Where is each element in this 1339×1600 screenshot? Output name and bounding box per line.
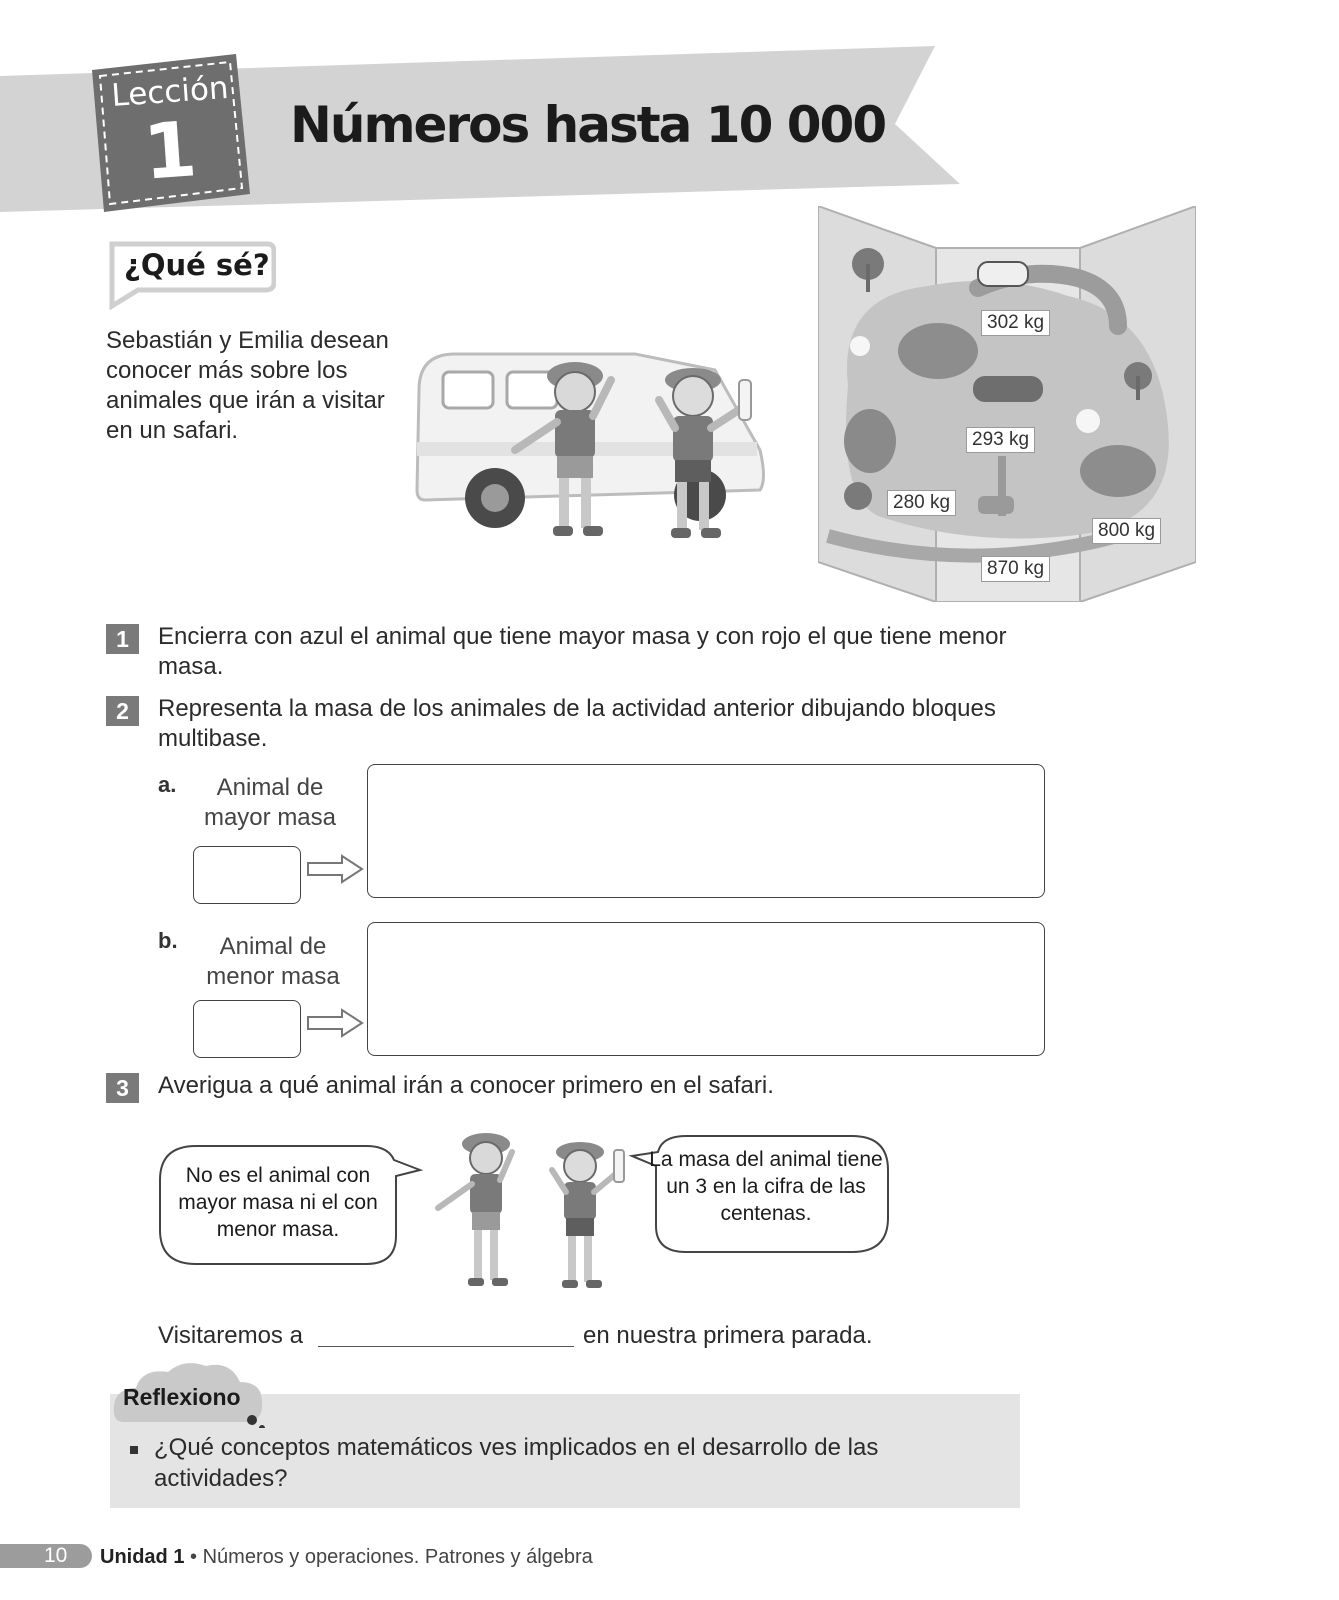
reflexiono-label: Reflexiono xyxy=(123,1384,241,1410)
activity-3-number: 3 xyxy=(106,1073,139,1103)
left-bubble-text: No es el animal con mayor masa ni el con menor masa. xyxy=(178,1164,378,1241)
mass-label-lion: 280 kg xyxy=(887,490,956,516)
page-number: 10 xyxy=(44,1544,68,1567)
reflexiono-question: ¿Qué conceptos matemáticos ves implicados en el desarrollo de las actividades? xyxy=(154,1434,879,1492)
mass-label-tiger: 293 kg xyxy=(966,427,1035,453)
mass-label-giraffe: 870 kg xyxy=(981,556,1050,582)
answer-blank[interactable] xyxy=(318,1346,574,1347)
right-bubble-text: La masa del animal tiene un 3 en la cifra de las centenas. xyxy=(649,1148,883,1225)
mass-label-hippo: 800 kg xyxy=(1092,518,1161,544)
sub-item-b-letter: b. xyxy=(158,928,178,953)
sub-item-b-label: Animal de menor masa xyxy=(206,933,340,990)
footer-topic: Números y operaciones. Patrones y álgebra xyxy=(202,1546,593,1568)
footer-separator: • xyxy=(190,1546,198,1568)
sub-item-a-label: Animal de mayor masa xyxy=(203,774,337,831)
intro-text: Sebastián y Emilia desean conocer más sobre los animales que irán a visitar en un safari. xyxy=(106,327,389,444)
bullet-icon xyxy=(130,1446,138,1454)
menor-masa-input[interactable] xyxy=(193,1000,301,1058)
mayor-masa-input[interactable] xyxy=(193,846,301,904)
sub-item-a-letter: a. xyxy=(158,772,177,797)
mass-label-zebra: 302 kg xyxy=(981,310,1050,336)
footer-unit-line xyxy=(100,1545,593,1569)
arrow-right-icon xyxy=(306,1008,364,1038)
que-se-label: ¿Qué sé? xyxy=(124,248,270,282)
fill-sentence-start: Visitaremos a xyxy=(158,1322,303,1349)
footer-unit: Unidad 1 xyxy=(100,1546,185,1568)
arrow-right-icon xyxy=(306,854,364,884)
activity-2-number: 2 xyxy=(106,696,139,726)
activity-2-text: Representa la masa de los animales de la actividad anterior dibujando bloques multibase. xyxy=(158,695,996,752)
lesson-number: 1 xyxy=(140,104,200,197)
lesson-word: Lección xyxy=(110,69,230,115)
activity-3-text: Averigua a qué animal irán a conocer primero en el safari. xyxy=(158,1072,774,1099)
mayor-masa-drawing-area[interactable] xyxy=(367,764,1045,898)
fill-sentence-end: en nuestra primera parada. xyxy=(583,1322,873,1349)
activity-1-text: Encierra con azul el animal que tiene mayor masa y con rojo el que tiene menor masa. xyxy=(158,623,1007,680)
kids-van-illustration xyxy=(415,350,785,580)
page-title: Números hasta 10 000 xyxy=(290,96,886,154)
activity-1-number: 1 xyxy=(106,624,139,654)
kids-illustration xyxy=(428,1132,628,1300)
menor-masa-drawing-area[interactable] xyxy=(367,922,1045,1056)
